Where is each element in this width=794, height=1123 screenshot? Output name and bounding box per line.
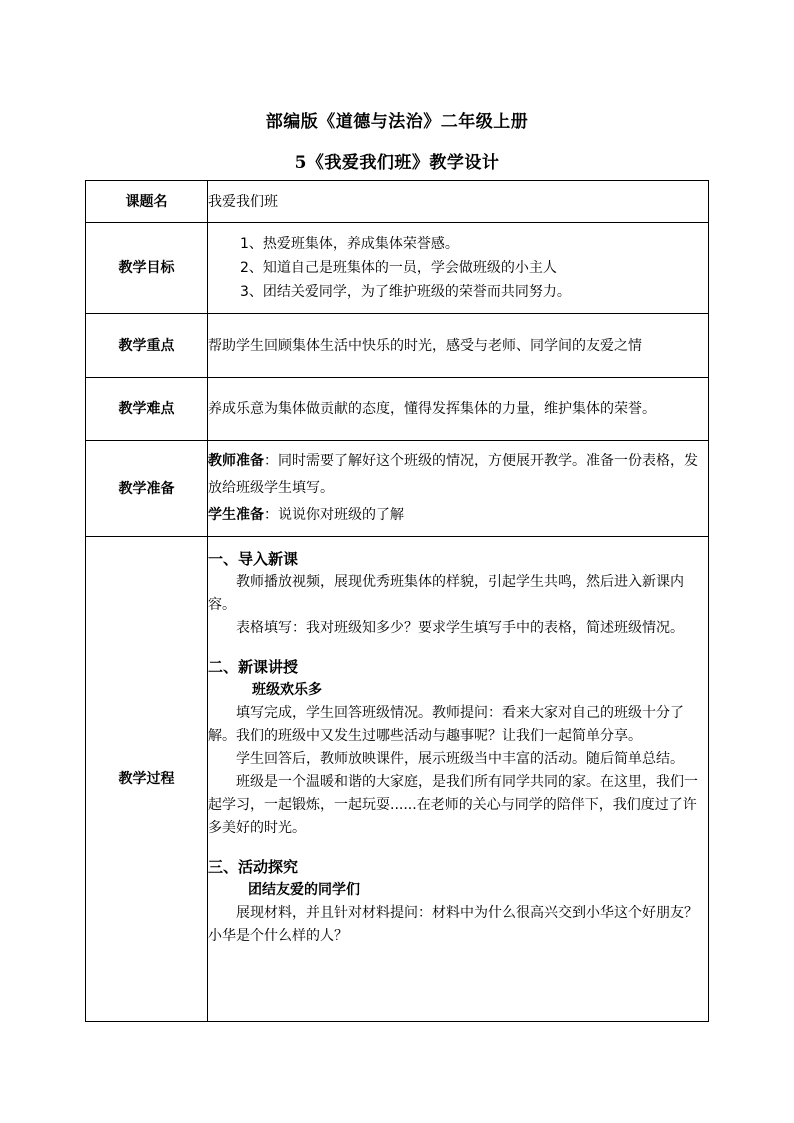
section-paragraph: 教师播放视频，展现优秀班集体的样貌，引起学生共鸣，然后进入新课内容。 — [208, 574, 684, 613]
document-subtitle: 5《我爱我们班》教学设计 — [294, 153, 500, 173]
goal-item: 1、热爱班集体，养成集体荣誉感。 — [240, 236, 459, 252]
section-heading: 一、导入新课 — [208, 550, 299, 568]
topic-label: 课题名 — [86, 181, 208, 223]
section-heading: 三、活动探究 — [208, 858, 299, 876]
section-paragraph: 学生回答后，教师放映课件，展示班级当中丰富的活动。随后简单总结。 — [236, 751, 684, 767]
teacher-preparation-text: ：同时需要了解好这个班级的情况，方便展开教学。准备一份表格，发放给班级学生填写。 — [208, 453, 698, 496]
teacher-preparation-label: 教师准备 — [208, 453, 264, 469]
goals-list — [208, 232, 708, 304]
lesson-plan-table — [85, 180, 709, 1022]
row-process — [86, 537, 709, 1022]
subsection-heading: 团结友爱的同学们 — [248, 882, 360, 898]
document-title: 部编版《道德与法治》二年级上册 — [265, 112, 529, 132]
goal-item: 2、知道自己是班集体的一员，学会做班级的小主人 — [240, 260, 557, 276]
row-goals — [86, 223, 709, 314]
row-key-points — [86, 314, 709, 378]
goal-item: 3、团结关爱同学，为了维护班级的荣誉而共同努力。 — [240, 284, 571, 300]
row-preparation — [86, 441, 709, 537]
section-paragraph: 班级是一个温暖和谐的大家庭，是我们所有同学共同的家。在这里，我们一起学习，一起锻炼，一起玩耍......在老师的关心与同学的陪伴下，我们度过了许多美好的时光。 — [208, 774, 698, 836]
student-preparation — [208, 502, 708, 529]
difficulties-value: 养成乐意为集体做贡献的态度，懂得发挥集体的力量，维护集体的荣誉。 — [208, 378, 709, 441]
difficulties-label: 教学难点 — [86, 378, 208, 441]
teacher-preparation — [208, 448, 708, 502]
key-points-label: 教学重点 — [86, 314, 208, 378]
key-points-value: 帮助学生回顾集体生活中快乐的时光，感受与老师、同学间的友爱之情 — [208, 314, 709, 378]
student-preparation-label: 学生准备 — [208, 507, 264, 523]
student-preparation-text: ：说说你对班级的了解 — [264, 507, 404, 523]
preparation-label: 教学准备 — [86, 441, 208, 537]
section-paragraph: 填写完成，学生回答班级情况。教师提问：看来大家对自己的班级十分了解。我们的班级中又发生过哪些活动与趣事呢？让我们一起简单分享。 — [208, 705, 684, 744]
section-paragraph: 展现材料，并且针对材料提问：材料中为什么很高兴交到小华这个好朋友？小华是个什么样的人？ — [208, 905, 698, 944]
goals-label: 教学目标 — [86, 223, 208, 314]
process-label: 教学过程 — [86, 537, 208, 1022]
subsection-heading: 班级欢乐多 — [252, 682, 322, 698]
row-topic — [86, 181, 709, 223]
section-heading: 二、新课讲授 — [208, 658, 299, 676]
section-paragraph: 表格填写：我对班级知多少？要求学生填写手中的表格，简述班级情况。 — [236, 620, 684, 636]
topic-value: 我爱我们班 — [208, 181, 709, 223]
row-difficulties — [86, 378, 709, 441]
